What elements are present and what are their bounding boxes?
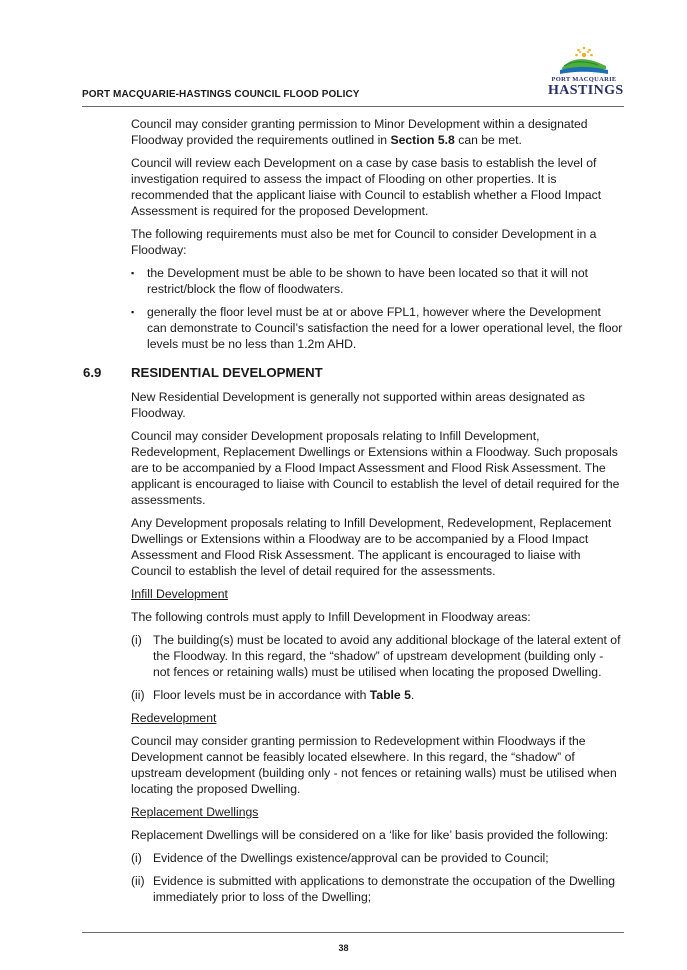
paragraph: Council may consider granting permission to Redevelopment within Floodways if the Development cannot be feasibly located elsewhere. In this regard, the “shadow” of upstream development (building only - not fences or retaining walls) must be utilised when locating the proposed Dwelling. — [131, 734, 617, 796]
list-item-text: the Development must be able to be shown to have been located so that it will not restrict/block the flow of floodwaters. — [147, 266, 589, 296]
square-bullet-icon: ▪ — [131, 268, 135, 278]
list-item — [131, 687, 623, 703]
section-number: 6.9 — [83, 365, 102, 380]
footer-divider — [82, 932, 624, 933]
paragraph: Any Development proposals relating to Infill Development, Redevelopment, Replacement Dwellings or Extensions within a Floodway are to be accompanied by a Flood Impact Assessment and Flood Risk Assessment. The applicant is encouraged to liaise with Council to establish the level of detail required for the assessments. — [131, 516, 612, 578]
list-marker: (ii) — [131, 688, 145, 702]
page-body — [83, 116, 623, 912]
section-reference: Section 5.8 — [390, 133, 455, 147]
list-item-text: generally the floor level must be at or above FPL1, however where the Development can demonstrate to Council’s satisfaction the need for a lower operational level, the floor levels must be no less than 1.2m AHD. — [147, 305, 623, 351]
list-marker: (i) — [131, 633, 142, 647]
paragraph: Replacement Dwellings will be considered on a ‘like for like’ basis provided the following: — [131, 828, 609, 842]
header-divider — [82, 106, 624, 107]
infill-controls-list — [131, 632, 623, 703]
paragraph: Council will review each Development on a case by case basis to establish the level of investigation required to assess the impact of Flooding on other properties. It is recommended that the applicant liaise with Council to establish whether a Flood Impact Assessment is required for the proposed Development. — [131, 156, 602, 218]
list-item-text: Evidence of the Dwellings existence/approval can be provided to Council; — [153, 851, 549, 865]
list-item — [131, 850, 623, 866]
paragraph: Council may consider Development proposals relating to Infill Development, Redevelopment, Replacement Dwellings or Extensions within a Floodway. Such proposals are to be accompanied by a Flood Impact Assessment and Flood Risk Assessment. The applicant is encouraged to liaise with Council to establish the level of detail required for the assessments. — [131, 429, 620, 507]
subheading-replacement-dwellings: Replacement Dwellings — [131, 805, 259, 819]
square-bullet-icon: ▪ — [131, 307, 135, 317]
paragraph-text: Council may consider granting permission to Minor Development within a designated Floodway provided the requirements outlined in — [131, 117, 588, 147]
list-item — [131, 265, 623, 297]
section-title: RESIDENTIAL DEVELOPMENT — [131, 365, 323, 380]
subheading-infill-development: Infill Development — [131, 587, 228, 601]
list-item — [131, 632, 623, 680]
paragraph: The following controls must apply to Infill Development in Floodway areas: — [131, 610, 531, 624]
paragraph-text: can be met. — [454, 133, 522, 147]
council-logo-mark-icon — [548, 44, 620, 76]
logo-text-port-macquarie: PORT MACQUARIE — [551, 76, 617, 83]
section-heading — [83, 364, 623, 381]
list-item-text: Evidence is submitted with applications to demonstrate the occupation of the Dwelling immediately prior to loss of the Dwelling; — [153, 874, 616, 904]
list-item — [131, 304, 623, 352]
subheading-redevelopment: Redevelopment — [131, 711, 217, 725]
page-number: 38 — [338, 943, 349, 953]
document-header-title: PORT MACQUARIE-HASTINGS COUNCIL FLOOD POLICY — [82, 89, 360, 100]
council-logo — [548, 44, 624, 100]
replacement-conditions-list — [131, 850, 623, 905]
paragraph: New Residential Development is generally not supported within areas designated as Floodway. — [131, 390, 585, 420]
list-marker: (i) — [131, 851, 142, 865]
list-item-text: Floor levels must be in accordance with — [153, 688, 370, 702]
paragraph — [131, 116, 623, 148]
table-reference: Table 5 — [369, 688, 411, 702]
requirements-list — [131, 265, 623, 352]
list-item-text: The building(s) must be located to avoid any additional blockage of the lateral extent of the Floodway. In this regard, the “shadow” of upstream development (building only - not fences or retaining walls) must be utilised when locating the proposed Dwelling. — [153, 633, 621, 679]
list-item-text: . — [410, 688, 415, 702]
list-item — [131, 873, 623, 905]
logo-text-hastings: HASTINGS — [548, 83, 624, 98]
list-marker: (ii) — [131, 874, 145, 888]
paragraph: The following requirements must also be met for Council to consider Development in a Floodway: — [131, 227, 597, 257]
